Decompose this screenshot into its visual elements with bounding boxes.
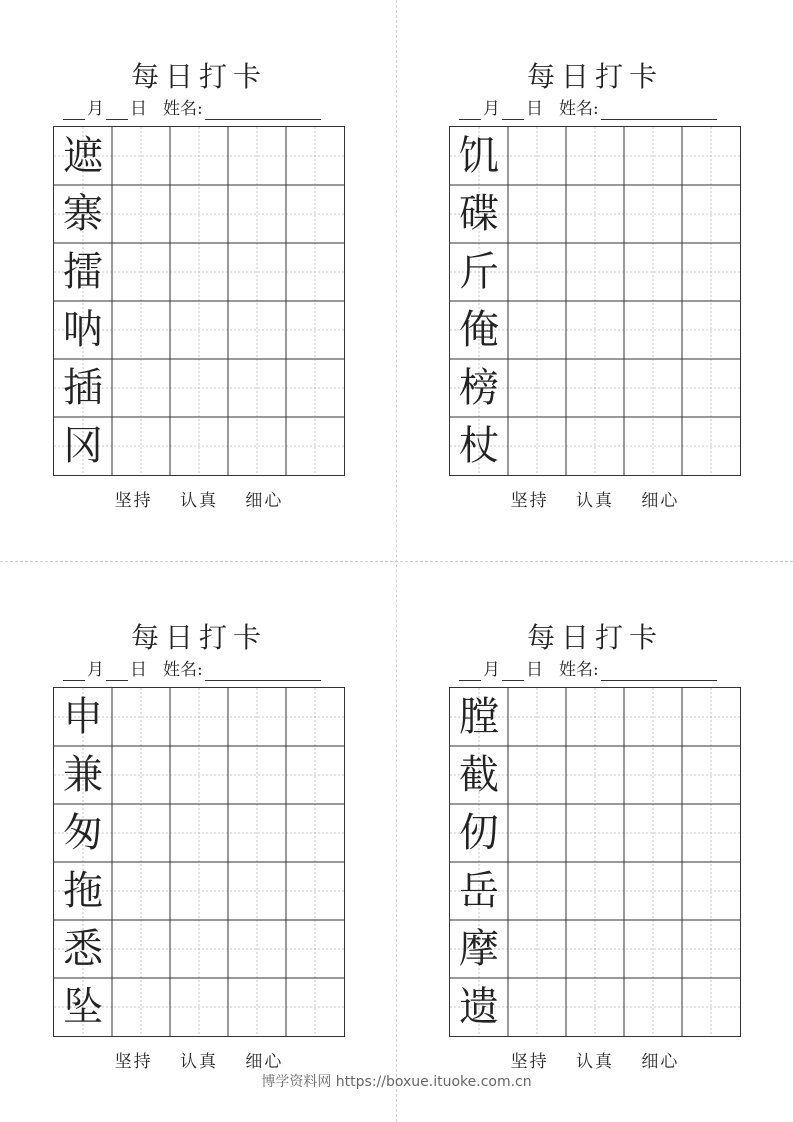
model-character: 饥	[459, 133, 499, 179]
month-label: 月	[87, 660, 104, 680]
motto-word: 坚持	[510, 1052, 549, 1072]
model-character: 悉	[63, 926, 103, 972]
motto	[449, 1047, 741, 1072]
day-blank[interactable]	[502, 662, 524, 681]
card-title: 每日打卡	[130, 621, 267, 654]
model-character: 摩	[459, 926, 499, 972]
practice-grid	[449, 687, 741, 1037]
model-character: 榜	[459, 365, 499, 411]
day-label: 日	[526, 99, 543, 119]
model-character: 截	[459, 752, 499, 798]
day-label: 日	[526, 660, 543, 680]
model-character: 斤	[459, 249, 499, 295]
motto	[53, 1047, 345, 1072]
practice-grid	[449, 126, 741, 476]
motto-word: 细心	[641, 1052, 680, 1072]
month-blank[interactable]	[459, 101, 481, 120]
model-character: 遮	[63, 133, 103, 179]
model-character: 寨	[63, 191, 103, 237]
day-blank[interactable]	[502, 101, 524, 120]
model-character: 仞	[459, 810, 499, 856]
name-label: 姓名:	[163, 99, 203, 119]
motto-word: 认真	[180, 491, 218, 511]
name-label: 姓名:	[559, 660, 599, 680]
model-character: 坠	[63, 984, 103, 1030]
motto-word: 细心	[245, 491, 284, 511]
model-character: 膛	[459, 694, 499, 740]
name-blank[interactable]	[205, 662, 321, 681]
model-character: 擂	[63, 249, 103, 295]
motto-word: 坚持	[510, 491, 549, 511]
month-blank[interactable]	[63, 662, 85, 681]
motto-word: 坚持	[114, 1052, 153, 1072]
motto-word: 细心	[641, 491, 680, 511]
motto-word: 认真	[576, 1052, 614, 1072]
model-character: 俺	[459, 307, 499, 353]
motto-word: 坚持	[114, 491, 153, 511]
model-character: 岳	[459, 868, 499, 914]
practice-grid	[53, 126, 345, 476]
month-label: 月	[483, 99, 500, 119]
checkin-card	[449, 60, 741, 530]
checkin-card	[449, 621, 741, 1091]
footer-watermark[interactable]: 博学资料网 https://boxue.ituoke.com.cn	[261, 1074, 532, 1090]
month-blank[interactable]	[459, 662, 481, 681]
name-label: 姓名:	[163, 660, 203, 680]
model-character: 插	[63, 365, 103, 411]
model-character: 碟	[459, 191, 499, 237]
name-label: 姓名:	[559, 99, 599, 119]
model-character: 申	[63, 694, 103, 740]
motto	[53, 486, 345, 511]
name-blank[interactable]	[205, 101, 321, 120]
month-label: 月	[87, 99, 104, 119]
info-line	[63, 96, 321, 120]
month-blank[interactable]	[63, 101, 85, 120]
model-character: 匆	[63, 810, 103, 856]
day-label: 日	[130, 660, 147, 680]
info-line	[63, 657, 321, 681]
name-blank[interactable]	[601, 662, 717, 681]
checkin-card	[53, 60, 345, 530]
motto-word: 认真	[180, 1052, 218, 1072]
model-character: 呐	[63, 307, 103, 353]
info-line	[459, 657, 717, 681]
model-character: 遗	[459, 984, 499, 1030]
cut-line-horizontal	[0, 561, 793, 562]
motto-word: 认真	[576, 491, 614, 511]
card-title: 每日打卡	[130, 60, 267, 93]
day-blank[interactable]	[106, 662, 128, 681]
model-character: 冈	[63, 423, 103, 469]
checkin-card	[53, 621, 345, 1091]
day-blank[interactable]	[106, 101, 128, 120]
info-line	[459, 96, 717, 120]
day-label: 日	[130, 99, 147, 119]
card-title: 每日打卡	[526, 60, 663, 93]
model-character: 兼	[63, 752, 103, 798]
model-character: 拖	[63, 868, 103, 914]
name-blank[interactable]	[601, 101, 717, 120]
motto	[449, 486, 741, 511]
motto-word: 细心	[245, 1052, 284, 1072]
practice-grid	[53, 687, 345, 1037]
card-title: 每日打卡	[526, 621, 663, 654]
month-label: 月	[483, 660, 500, 680]
model-character: 杖	[459, 423, 499, 469]
